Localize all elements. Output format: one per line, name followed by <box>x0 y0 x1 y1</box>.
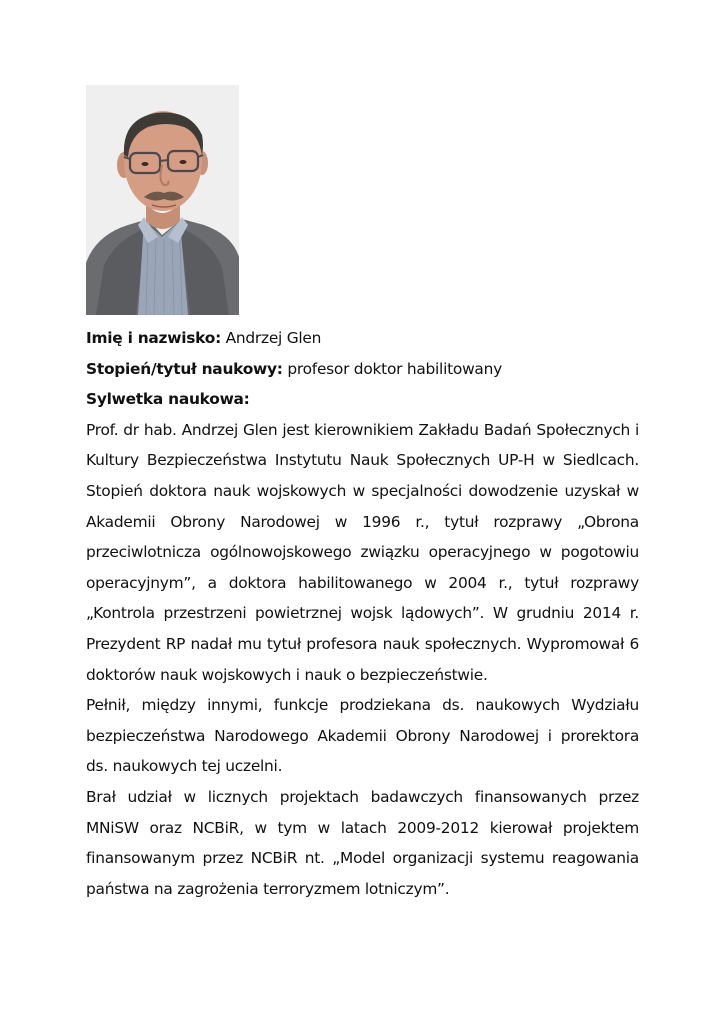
degree-label: Stopień/tytuł naukowy: <box>86 359 283 378</box>
bio-paragraph-3: Brał udział w licznych projektach badawczych finansowanych przez MNiSW oraz NCBiR, w tym w latach 2009-2012 kierował projektem finansowanym przez NCBiR nt. „Model organizacji systemu reagowania państwa na zagrożenia terroryzmem lotniczym”. <box>86 787 639 898</box>
degree-value: profesor doktor habilitowany <box>282 359 502 378</box>
degree-line <box>86 354 639 385</box>
bio-paragraph-2: Pełnił, między innymi, funkcje prodziekana ds. naukowych Wydziału bezpieczeństwa Narodowego Akademii Obrony Narodowej i prorektora ds. naukowych tej uczelni. <box>86 696 639 776</box>
name-label: Imię i nazwisko: <box>86 329 221 347</box>
profile-content <box>86 323 639 904</box>
bio-heading: Sylwetka naukowa: <box>86 390 250 409</box>
bio-paragraph-1: Prof. dr hab. Andrzej Glen jest kierownikiem Zakładu Badań Społecznych i Kultury Bezpieczeństwa Instytutu Nauk Społecznych UP-H w Siedlcach. Stopień doktora nauk wojskowych w specjalności dowodzenie uzyskał w Akademii Obrony Narodowej w 1996 r., tytuł rozprawy „Obrona przeciwlotnicza ogólnowojskowego związku operacyjnego w pogotowiu operacyjnym”, a doktora habilitowanego w 2004 r., tytuł rozprawy „Kontrola przestrzeni powietrznej wojsk lądowych”. W grudniu 2014 r. Prezydent RP nadał mu tytuł profesora nauk społecznych. Wypromował 6 doktorów nauk wojskowych i nauk o bezpieczeństwie. <box>86 420 639 684</box>
name-line <box>86 323 639 354</box>
name-value: Andrzej Glen <box>220 329 322 347</box>
portrait-photo <box>86 85 239 315</box>
portrait-illustration <box>86 85 239 315</box>
